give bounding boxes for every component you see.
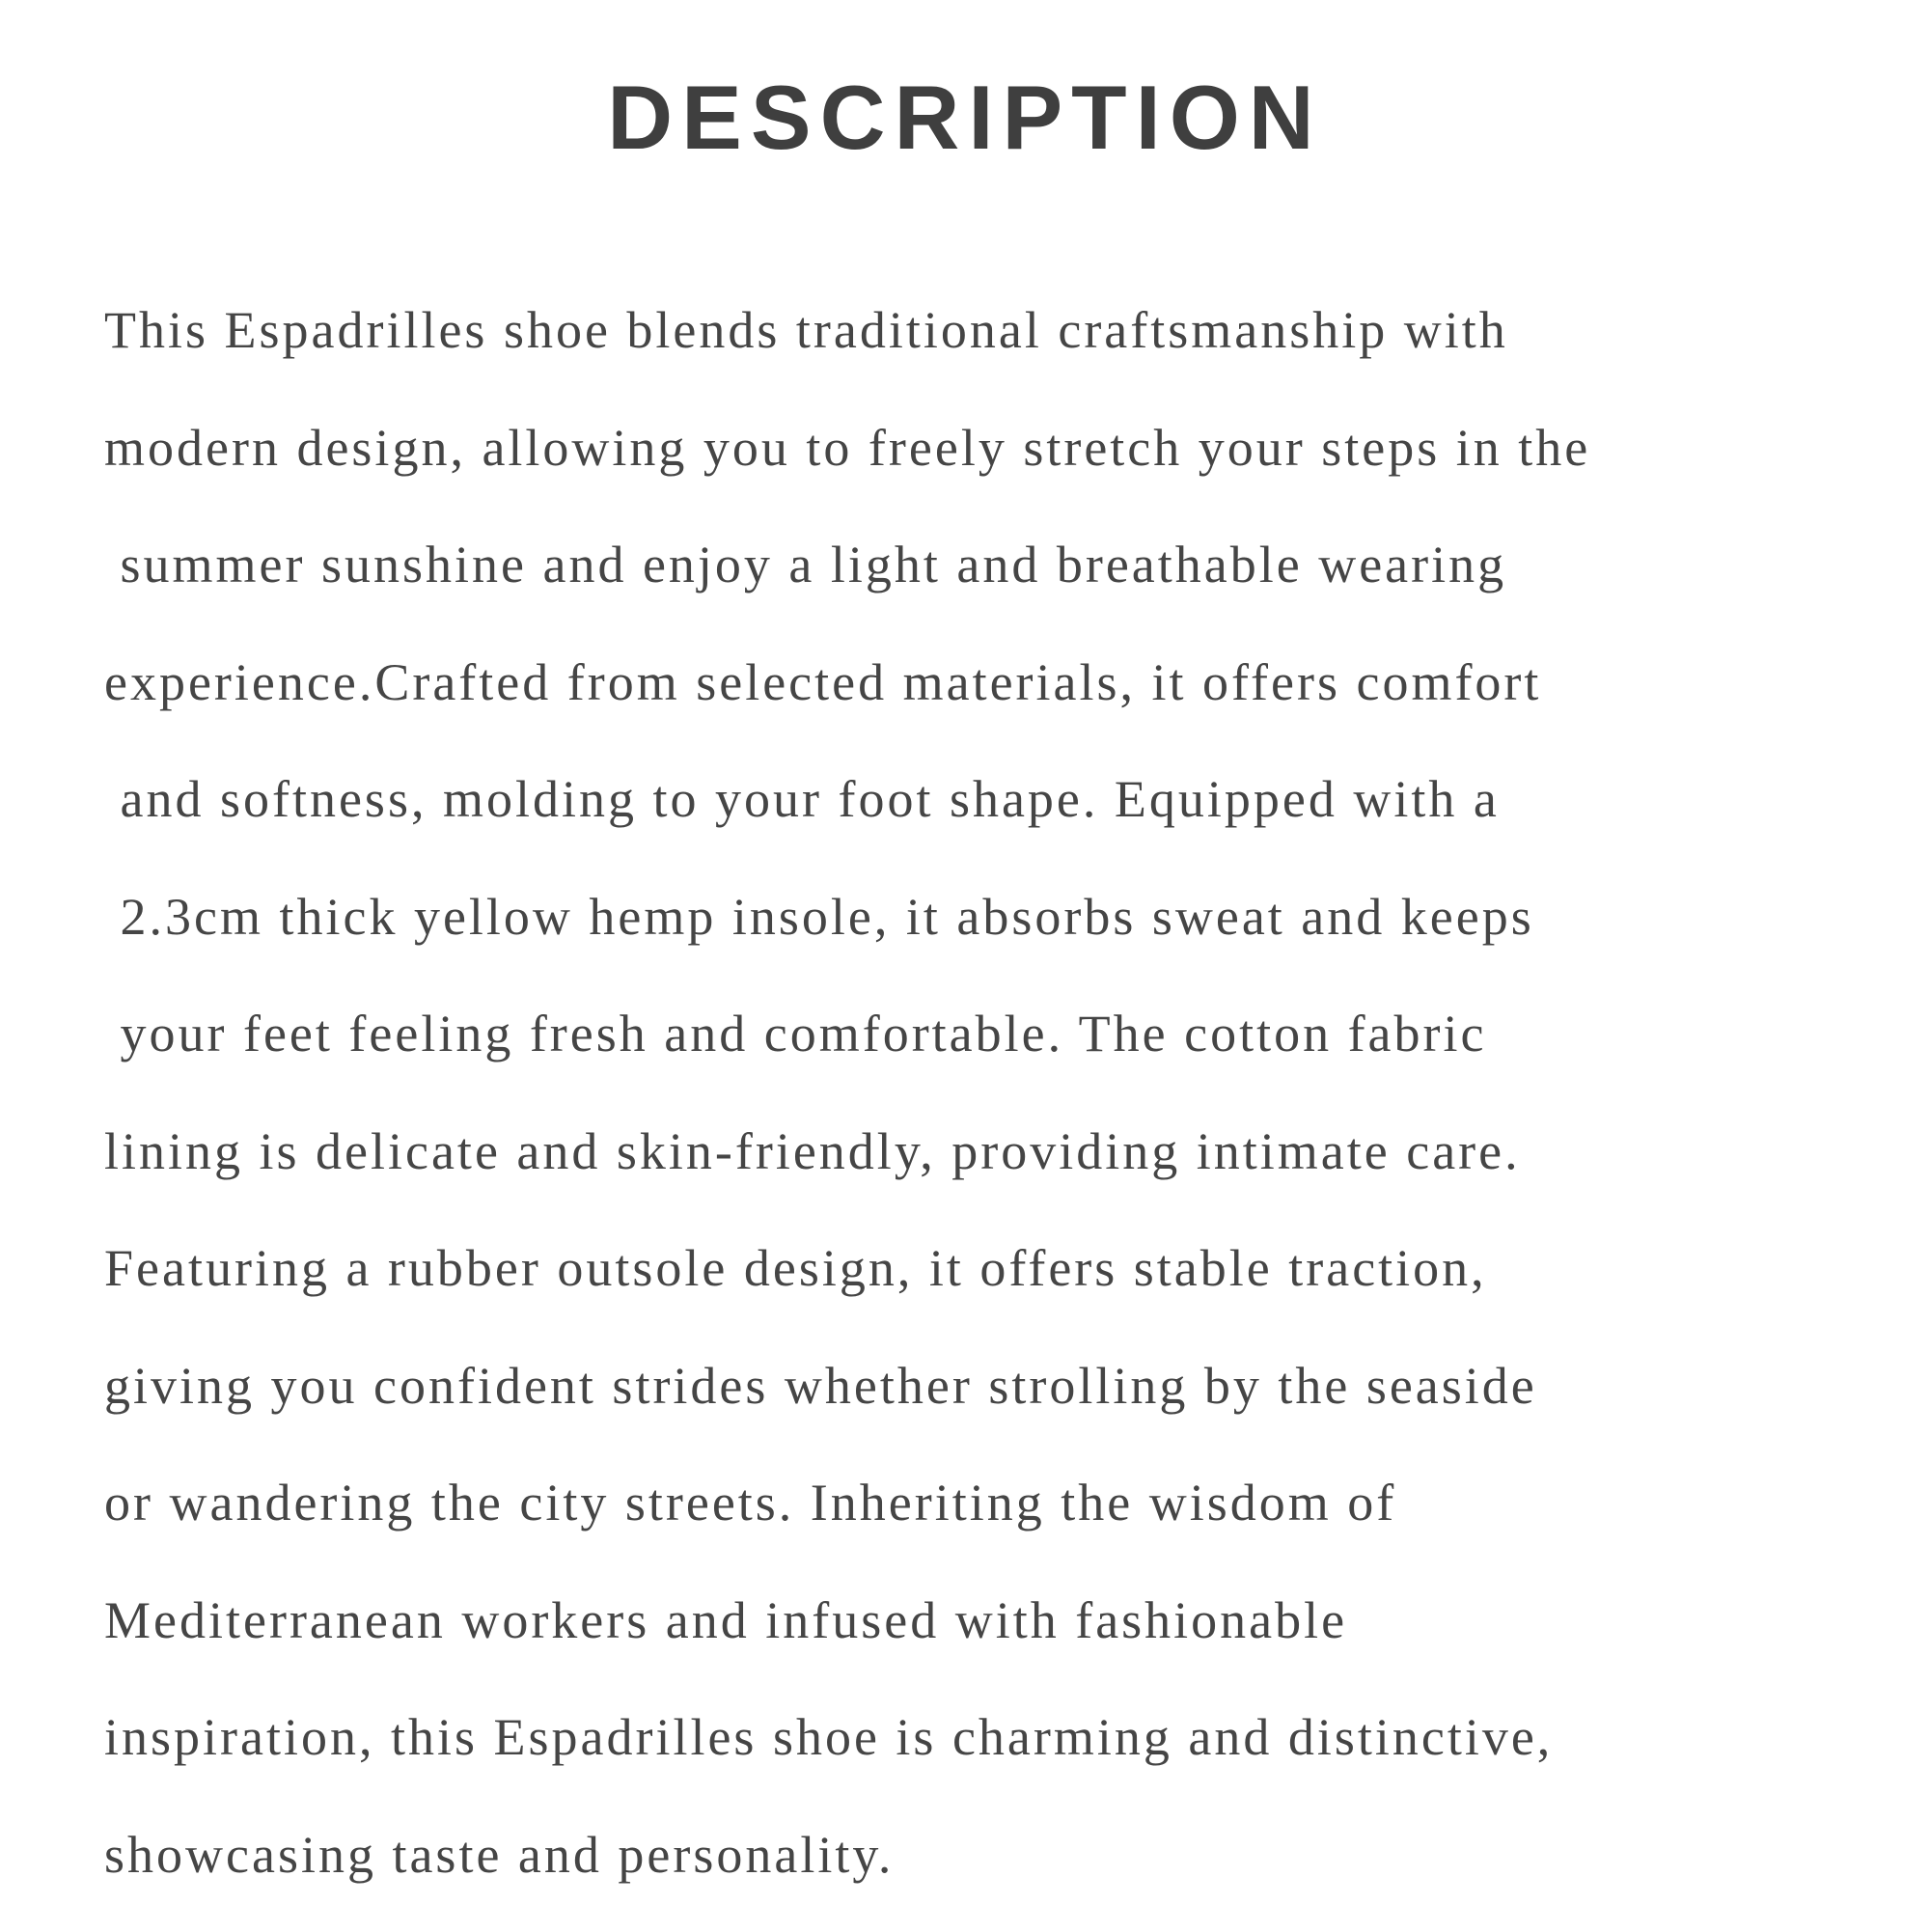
- description-line: summer sunshine and enjoy a light and breathable wearing: [104, 536, 1507, 593]
- description-line: modern design, allowing you to freely stretch your steps in the: [104, 418, 1591, 477]
- description-line: Mediterranean workers and infused with fashionable: [104, 1590, 1348, 1649]
- description-line: lining is delicate and skin-friendly, providing intimate care.: [104, 1121, 1521, 1180]
- description-line: inspiration, this Espadrilles shoe is charming and distinctive,: [104, 1708, 1554, 1766]
- description-line: experience.Crafted from selected materials, it offers comfort: [104, 652, 1542, 711]
- description-line: 2.3cm thick yellow hemp insole, it absorbs sweat and keeps: [104, 887, 1534, 946]
- description-line: showcasing taste and personality.: [104, 1825, 895, 1884]
- page-title: DESCRIPTION: [607, 67, 1323, 168]
- description-line: and softness, molding to your foot shape. Equipped with a: [104, 770, 1500, 828]
- description-line: This Espadrilles shoe blends traditional craftsmanship with: [104, 301, 1508, 359]
- description-line: your feet feeling fresh and comfortable. The cotton fabric: [104, 1005, 1487, 1063]
- description-line: or wandering the city streets. Inheriting the wisdom of: [104, 1474, 1397, 1532]
- description-text: [104, 272, 1899, 1914]
- description-line: giving you confident strides whether strolling by the seaside: [104, 1356, 1537, 1415]
- description-line: Featuring a rubber outsole design, it offers stable traction,: [104, 1239, 1487, 1297]
